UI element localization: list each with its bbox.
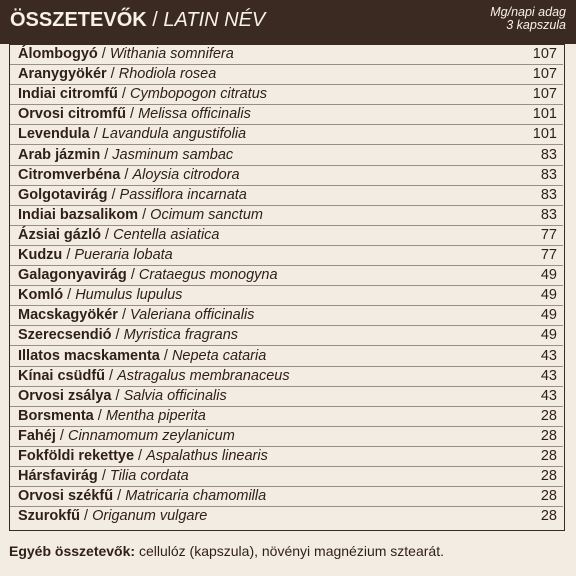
label-header bbox=[0, 0, 576, 44]
ingredient-name bbox=[18, 186, 247, 205]
ingredient-latin-name: Jasminum sambac bbox=[112, 146, 234, 163]
ingredient-amount: 43 bbox=[540, 367, 557, 384]
ingredient-hungarian-name: Golgotavirág bbox=[18, 186, 108, 203]
name-separator: / bbox=[105, 367, 118, 384]
ingredient-hungarian-name: Orvosi citromfű bbox=[18, 106, 126, 123]
ingredient-latin-name: Melissa officinalis bbox=[138, 106, 251, 123]
ingredient-hungarian-name: Borsmenta bbox=[18, 407, 94, 424]
ingredient-amount: 107 bbox=[532, 46, 557, 62]
ingredient-row bbox=[10, 347, 563, 367]
ingredient-latin-name: Aspalathus linearis bbox=[146, 448, 268, 464]
ingredient-row bbox=[10, 407, 563, 427]
ingredient-hungarian-name: Ázsiai gázló bbox=[18, 226, 101, 243]
name-separator: / bbox=[107, 186, 120, 203]
name-separator: / bbox=[134, 448, 147, 464]
ingredient-name bbox=[18, 286, 182, 305]
ingredient-row bbox=[10, 487, 563, 507]
ingredient-name bbox=[18, 226, 220, 245]
ingredient-row bbox=[10, 186, 563, 206]
ingredient-hungarian-name: Orvosi székfű bbox=[18, 488, 114, 505]
ingredient-amount: 49 bbox=[540, 267, 557, 284]
ingredient-name bbox=[18, 367, 290, 386]
ingredient-latin-name: Aloysia citrodora bbox=[132, 166, 240, 183]
ingredient-latin-name: Centella asiatica bbox=[113, 226, 220, 243]
ingredient-hungarian-name: Kínai csüdfű bbox=[18, 367, 106, 384]
ingredient-hungarian-name: Arab jázmin bbox=[18, 146, 101, 163]
ingredient-name bbox=[18, 427, 235, 446]
ingredient-hungarian-name: Orvosi zsálya bbox=[18, 387, 112, 404]
ingredient-amount: 49 bbox=[540, 307, 557, 324]
dose-line-1: Mg/napi adag bbox=[490, 5, 566, 19]
ingredient-latin-name: Nepeta cataria bbox=[171, 347, 267, 364]
ingredient-row bbox=[10, 45, 563, 65]
ingredient-row bbox=[10, 467, 563, 487]
name-separator: / bbox=[117, 86, 130, 103]
header-title bbox=[10, 9, 265, 32]
name-separator: / bbox=[80, 508, 93, 525]
name-separator: / bbox=[138, 206, 151, 223]
ingredient-row bbox=[10, 85, 563, 105]
ingredient-hungarian-name: Citromverbéna bbox=[18, 166, 121, 183]
ingredient-hungarian-name: Álombogyó bbox=[18, 46, 98, 62]
dose-line-2: 3 kapszula bbox=[506, 18, 566, 32]
ingredient-latin-name: Crataegus monogyna bbox=[138, 267, 278, 284]
ingredient-name bbox=[18, 347, 266, 366]
other-ingredients bbox=[9, 543, 444, 559]
ingredient-latin-name: Valeriana officinalis bbox=[130, 307, 255, 324]
ingredient-row bbox=[10, 246, 563, 266]
ingredient-amount: 28 bbox=[540, 508, 557, 525]
ingredient-name bbox=[18, 467, 189, 486]
ingredient-name bbox=[18, 45, 234, 64]
ingredient-latin-name: Humulus lupulus bbox=[75, 287, 183, 304]
ingredient-latin-name: Mentha piperita bbox=[105, 407, 206, 424]
ingredient-amount: 28 bbox=[540, 427, 557, 444]
name-separator: / bbox=[97, 46, 110, 62]
ingredient-amount: 43 bbox=[540, 347, 557, 364]
title-latin: LATIN NÉV bbox=[163, 9, 266, 31]
ingredient-name bbox=[18, 487, 266, 506]
ingredient-name bbox=[18, 125, 246, 144]
ingredient-amount: 43 bbox=[540, 387, 557, 404]
ingredient-name bbox=[18, 407, 206, 426]
ingredient-amount: 101 bbox=[532, 106, 557, 123]
name-separator: / bbox=[106, 66, 119, 83]
other-ingredients-label: Egyéb összetevők: bbox=[9, 543, 136, 559]
ingredient-latin-name: Salvia officinalis bbox=[123, 387, 227, 404]
ingredient-latin-name: Tilia cordata bbox=[109, 468, 189, 485]
ingredient-amount: 83 bbox=[540, 186, 557, 203]
name-separator: / bbox=[126, 267, 139, 284]
ingredient-name bbox=[18, 65, 216, 84]
ingredient-amount: 77 bbox=[540, 247, 557, 263]
name-separator: / bbox=[100, 146, 113, 163]
name-separator: / bbox=[113, 488, 126, 505]
ingredient-name bbox=[18, 387, 227, 406]
dose-header bbox=[490, 6, 566, 32]
other-ingredients-text: cellulóz (kapszula), növényi magnézium sztearát. bbox=[135, 543, 444, 559]
ingredient-amount: 49 bbox=[540, 327, 557, 344]
ingredient-amount: 83 bbox=[540, 146, 557, 163]
ingredient-latin-name: Pueraria lobata bbox=[74, 247, 173, 263]
ingredient-hungarian-name: Szurokfű bbox=[18, 508, 81, 525]
ingredient-name bbox=[18, 507, 207, 526]
name-separator: / bbox=[93, 407, 106, 424]
name-separator: / bbox=[62, 247, 75, 263]
ingredient-row bbox=[10, 226, 563, 246]
ingredient-amount: 101 bbox=[532, 126, 557, 143]
ingredient-hungarian-name: Indiai bazsalikom bbox=[18, 206, 139, 223]
ingredient-amount: 28 bbox=[540, 407, 557, 424]
ingredient-name bbox=[18, 246, 173, 265]
name-separator: / bbox=[63, 287, 76, 304]
ingredient-row bbox=[10, 367, 563, 387]
ingredient-amount: 107 bbox=[532, 66, 557, 83]
ingredient-row bbox=[10, 326, 563, 346]
ingredient-amount: 28 bbox=[540, 488, 557, 505]
ingredient-latin-name: Withania somnifera bbox=[109, 46, 234, 62]
ingredient-hungarian-name: Szerecsendió bbox=[18, 327, 112, 344]
ingredient-row bbox=[10, 206, 563, 226]
ingredient-hungarian-name: Aranygyökér bbox=[18, 66, 107, 83]
ingredient-amount: 49 bbox=[540, 287, 557, 304]
ingredient-hungarian-name: Illatos macskamenta bbox=[18, 347, 160, 364]
ingredient-row bbox=[10, 427, 563, 447]
ingredient-amount: 28 bbox=[540, 448, 557, 464]
ingredient-name bbox=[18, 146, 233, 165]
ingredient-amount: 83 bbox=[540, 166, 557, 183]
ingredient-name bbox=[18, 447, 268, 466]
ingredient-row bbox=[10, 507, 563, 527]
title-hungarian: ÖSSZETEVŐK bbox=[10, 9, 147, 31]
name-separator: / bbox=[55, 427, 68, 444]
ingredient-latin-name: Cymbopogon citratus bbox=[130, 86, 268, 103]
ingredient-name bbox=[18, 306, 254, 325]
ingredient-hungarian-name: Fokföldi rekettye bbox=[18, 448, 135, 464]
name-separator: / bbox=[159, 347, 172, 364]
name-separator: / bbox=[97, 468, 110, 485]
ingredient-latin-name: Cinnamomum zeylanicum bbox=[67, 427, 235, 444]
ingredient-hungarian-name: Indiai citromfű bbox=[18, 86, 118, 103]
ingredient-row bbox=[10, 266, 563, 286]
name-separator: / bbox=[89, 126, 102, 143]
ingredient-latin-name: Rhodiola rosea bbox=[118, 66, 217, 83]
ingredient-row bbox=[10, 146, 563, 166]
ingredient-latin-name: Lavandula angustifolia bbox=[101, 126, 247, 143]
ingredient-name bbox=[18, 326, 238, 345]
ingredient-amount: 77 bbox=[540, 226, 557, 243]
ingredient-row bbox=[10, 125, 563, 145]
ingredient-name bbox=[18, 206, 263, 225]
ingredient-row bbox=[10, 387, 563, 407]
ingredient-latin-name: Ocimum sanctum bbox=[150, 206, 263, 223]
ingredient-latin-name: Myristica fragrans bbox=[123, 327, 239, 344]
ingredient-row bbox=[10, 286, 563, 306]
ingredient-row bbox=[10, 447, 563, 467]
ingredient-latin-name: Origanum vulgare bbox=[92, 508, 208, 525]
ingredient-latin-name: Astragalus membranaceus bbox=[117, 367, 290, 384]
ingredient-latin-name: Matricaria chamomilla bbox=[125, 488, 267, 505]
name-separator: / bbox=[111, 327, 124, 344]
name-separator: / bbox=[125, 106, 139, 123]
ingredient-hungarian-name: Fahéj bbox=[18, 427, 56, 444]
ingredient-name bbox=[18, 266, 278, 285]
ingredient-hungarian-name: Kudzu bbox=[18, 247, 63, 263]
name-separator: / bbox=[117, 307, 131, 324]
ingredient-amount: 107 bbox=[532, 86, 557, 103]
ingredient-row bbox=[10, 166, 563, 186]
name-separator: / bbox=[111, 387, 124, 404]
ingredient-hungarian-name: Galagonyavirág bbox=[18, 267, 127, 284]
ingredient-hungarian-name: Macskagyökér bbox=[18, 307, 118, 324]
ingredient-hungarian-name: Hársfavirág bbox=[18, 468, 98, 485]
ingredient-name bbox=[18, 166, 240, 185]
ingredient-name bbox=[18, 85, 267, 104]
ingredient-amount: 83 bbox=[540, 206, 557, 223]
ingredient-name bbox=[18, 105, 251, 124]
title-separator: / bbox=[146, 9, 164, 31]
name-separator: / bbox=[101, 226, 114, 243]
ingredient-hungarian-name: Komló bbox=[18, 287, 64, 304]
name-separator: / bbox=[120, 166, 133, 183]
ingredients-table bbox=[9, 44, 565, 531]
ingredient-hungarian-name: Levendula bbox=[18, 126, 90, 143]
ingredient-row bbox=[10, 306, 563, 326]
ingredient-amount: 28 bbox=[540, 468, 557, 485]
ingredients-panel bbox=[0, 44, 576, 576]
ingredient-row bbox=[10, 105, 563, 125]
ingredient-latin-name: Passiflora incarnata bbox=[119, 186, 247, 203]
ingredient-row bbox=[10, 65, 563, 85]
